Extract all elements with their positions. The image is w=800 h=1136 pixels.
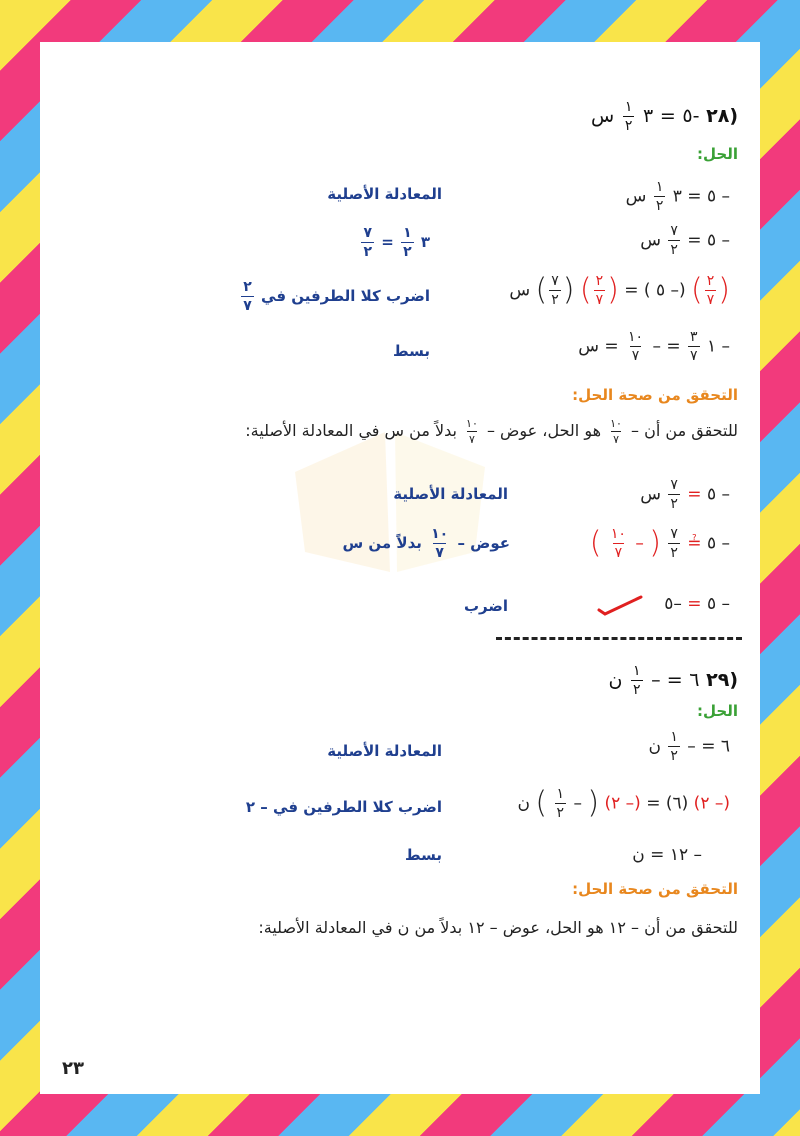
fraction: $\frac{١٠}{٧}$ <box>431 526 449 561</box>
step-2-equation: – ٥ = $\frac{٧}{٢}$ س <box>640 223 730 258</box>
problem-29-number: (٢٩ <box>706 669 738 691</box>
page-number: ٢٣ <box>62 1058 84 1079</box>
check-2-note: عوض – $\frac{١٠}{٧}$ بدلاً من س <box>342 526 510 561</box>
check-intro-29: للتحقق من أن – ١٢ هو الحل، عوض – ١٢ بدلاً من ن في المعادلة الأصلية: <box>258 918 738 937</box>
fraction: $\frac{١٠}{٧}$ <box>610 526 626 561</box>
fraction: $\frac{٢}{٧}$ <box>706 273 715 308</box>
fraction: $\frac{١}{٢}$ <box>624 99 633 134</box>
fraction: $\frac{١}{٢}$ <box>556 786 565 821</box>
step-1-note: المعادلة الأصلية <box>327 185 442 203</box>
fraction: $\frac{١٠}{٧}$ <box>610 417 622 446</box>
solution-label: الحل: <box>697 145 738 163</box>
fraction: $\frac{٢}{٧}$ <box>243 279 252 314</box>
fraction: $\frac{٧}{٢}$ <box>670 526 678 561</box>
solution-label-29: الحل: <box>697 702 738 720</box>
step-3-note: اضرب كلا الطرفين في $\frac{٢}{٧}$ <box>243 279 430 314</box>
section-divider <box>496 637 742 640</box>
fraction: $\frac{٧}{٢}$ <box>551 273 559 308</box>
fraction: $\frac{١}{٢}$ <box>633 663 641 698</box>
check-intro: للتحقق من أن – $\frac{١٠}{٧}$ هو الحل، عوض – $\frac{١٠}{٧}$ بدلاً من س في المعادلة الأصلية: <box>245 417 738 446</box>
fraction: $\frac{١}{٢}$ <box>670 729 678 764</box>
fraction: $\frac{٧}{٢}$ <box>670 477 678 512</box>
check-3-note: اضرب <box>463 597 508 615</box>
fraction: $\frac{٢}{٧}$ <box>595 273 604 308</box>
problem-28-equation: (٢٨ -٥ = ٣ $\frac{١}{٢}$ س <box>591 99 738 134</box>
check-1-equation: – ٥ = $\frac{٧}{٢}$ س <box>640 477 730 512</box>
problem-28-number: (٢٨ <box>706 105 738 127</box>
step-4-note: بسط <box>393 342 430 360</box>
fraction: $\frac{١}{٢}$ <box>655 179 664 214</box>
check-3-equation: – ٥ = –٥ <box>664 594 730 614</box>
p29-step-3-note: بسط <box>405 846 442 864</box>
check-heading: التحقق من صحة الحل: <box>572 386 738 404</box>
step-2-note: ٣ $\frac{١}{٢}$ = $\frac{٧}{٢}$ <box>363 225 430 260</box>
check-heading-29: التحقق من صحة الحل: <box>572 880 738 898</box>
check-2-equation: – ٥ ≟ $\frac{٧}{٢}$ ( – $\frac{١٠}{٧}$ ) <box>589 525 730 561</box>
p29-step-2-note: اضرب كلا الطرفين في – ٢ <box>245 798 442 816</box>
step-4-equation: – ١ $\frac{٣}{٧}$ = – $\frac{١٠}{٧}$ = س <box>578 329 730 364</box>
check-1-note: المعادلة الأصلية <box>393 485 508 503</box>
fraction: $\frac{٣}{٧}$ <box>690 329 698 364</box>
worksheet-page <box>40 42 760 1094</box>
p29-step-3-equation: – ١٢ = ن <box>632 845 702 865</box>
step-3-equation: ( $\frac{٢}{٧}$ ) (– ٥ ) = ( $\frac{٢}{٧}$ ) ( $\frac{٧}{٢}$ ) س <box>509 272 730 308</box>
step-1-equation: – ٥ = ٣ $\frac{١}{٢}$ س <box>625 179 730 214</box>
p29-step-1-note: المعادلة الأصلية <box>327 742 442 760</box>
fraction: $\frac{١}{٢}$ <box>403 225 412 260</box>
fraction: $\frac{٧}{٢}$ <box>670 223 678 258</box>
p29-step-1-equation: ٦ = – $\frac{١}{٢}$ ن <box>648 729 730 764</box>
problem-29-equation: (٢٩ ٦ = – $\frac{١}{٢}$ ن <box>608 663 738 698</box>
fraction: $\frac{٧}{٢}$ <box>363 225 373 260</box>
checkmark-icon <box>597 594 643 616</box>
fraction: $\frac{١٠}{٧}$ <box>466 417 478 446</box>
fraction: $\frac{١٠}{٧}$ <box>628 329 644 364</box>
p29-step-2-equation: (– ٢) (٦) = (– ٢) ( – $\frac{١}{٢}$ ) ن <box>517 785 730 821</box>
